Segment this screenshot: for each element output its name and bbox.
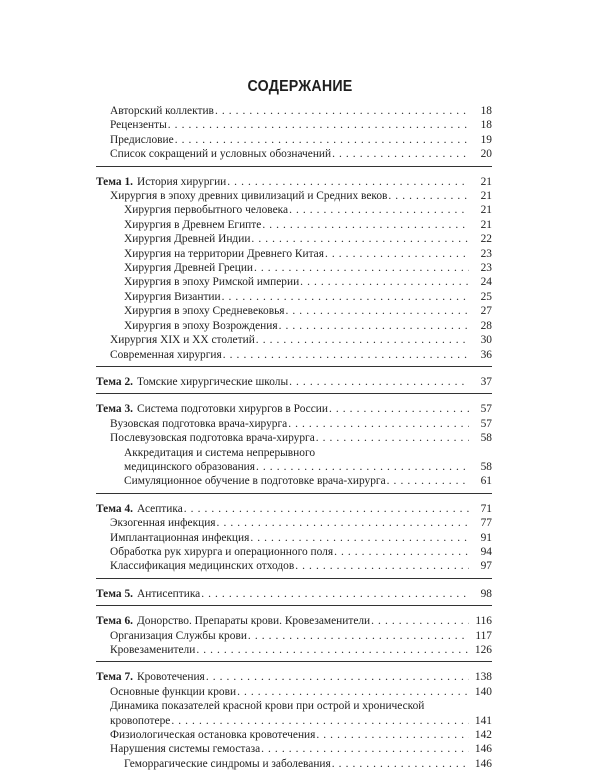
dot-leader [334, 545, 469, 559]
page-number: 61 [480, 475, 492, 488]
page-number: 21 [480, 190, 492, 203]
toc-entry [96, 247, 492, 261]
toc-topic-group [96, 587, 492, 606]
page-number: 28 [480, 319, 492, 332]
toc-entry [96, 203, 492, 217]
toc-entry-title: Кровотечения [137, 671, 205, 684]
toc-entry [96, 104, 492, 118]
page-number: 142 [474, 729, 492, 742]
dot-leader [175, 133, 469, 147]
page-number: 140 [474, 685, 492, 698]
toc-entry [96, 699, 492, 713]
page-number: 116 [475, 615, 492, 628]
dot-leader [388, 189, 469, 203]
page-number: 57 [480, 417, 492, 430]
topic-number: Тема 3. [96, 403, 133, 416]
dot-leader [387, 474, 469, 488]
toc-entry [96, 333, 492, 347]
toc-entry-title: Антисептика [137, 587, 201, 600]
toc-entry-title: Система подготовки хирургов в России [137, 403, 328, 416]
page-number: 91 [480, 531, 492, 544]
table-of-contents [96, 104, 492, 783]
toc-topic-entry [96, 375, 492, 389]
page-number: 94 [480, 545, 492, 558]
toc-entry [96, 559, 492, 573]
toc-entry [96, 118, 492, 132]
dot-leader [256, 333, 469, 347]
toc-entry [96, 757, 492, 771]
toc-entry [96, 545, 492, 559]
toc-entry-title: Аккредитация и система непрерывного [124, 446, 316, 459]
page-number: 126 [474, 644, 492, 656]
toc-entry [96, 417, 492, 431]
page-number: 98 [480, 587, 492, 600]
toc-entry-title: Симуляционное обучение в подготовке врача-хирурга [124, 475, 386, 488]
toc-entry [96, 531, 492, 545]
toc-topic-group [96, 670, 492, 775]
toc-entry [96, 275, 492, 289]
toc-entry [96, 189, 492, 203]
toc-topic-entry [96, 587, 492, 601]
page-number: 25 [480, 290, 492, 303]
toc-entry [96, 232, 492, 246]
dot-leader [168, 118, 469, 132]
toc-topic-group [96, 614, 492, 662]
toc-entry-title: Хирургия на территории Древнего Китая [124, 247, 324, 260]
dot-leader [300, 275, 469, 289]
dot-leader [206, 670, 469, 684]
toc-entry-title: История хирургии [137, 175, 227, 188]
toc-entry [96, 446, 492, 460]
front-matter [96, 104, 492, 167]
dot-leader [222, 290, 469, 304]
toc-entry-title: медицинского образования [124, 460, 256, 473]
toc-entry [96, 261, 492, 275]
page-number: 57 [480, 403, 492, 416]
toc-entry [96, 728, 492, 742]
page-number: 21 [480, 175, 492, 188]
page-number: 30 [480, 334, 492, 347]
page-number: 58 [480, 460, 492, 473]
toc-topic-group [96, 402, 492, 493]
page-number: 36 [480, 348, 492, 361]
toc-entry-title: Хирургия в эпоху Римской империи [124, 276, 300, 289]
toc-entry-title: Авторский коллектив [110, 105, 214, 117]
toc-entry-title: Хирургия первобытного человека [124, 204, 289, 217]
toc-entry-title: Хирургия XIX и XX столетий [110, 334, 255, 347]
toc-entry-title: Хирургия в Древнем Египте [124, 218, 262, 231]
dot-leader [289, 375, 469, 389]
page-number: 97 [480, 560, 492, 573]
toc-entry [96, 474, 492, 488]
toc-entry-title: Обработка рук хирурга и операционного поля [110, 545, 334, 558]
page-number: 71 [480, 502, 492, 515]
toc-entry [96, 147, 492, 161]
toc-entry-title: Основные функции крови [110, 685, 237, 698]
page-number: 23 [480, 247, 492, 260]
page-number: 37 [480, 375, 492, 388]
dot-leader [171, 714, 469, 728]
dot-leader [316, 728, 469, 742]
topic-number: Тема 1. [96, 175, 133, 188]
toc-entry-title: Хирургия Византии [124, 290, 221, 303]
toc-entry [96, 685, 492, 699]
page-number: 58 [480, 432, 492, 445]
page-title: СОДЕРЖАНИЕ [247, 78, 353, 95]
dot-leader [251, 232, 469, 246]
dot-leader [215, 104, 469, 118]
toc-topic-entry [96, 502, 492, 516]
toc-entry [96, 304, 492, 318]
page-number: 18 [480, 119, 492, 132]
toc-entry-title: Классификация медицинских отходов [110, 560, 295, 573]
page-number: 146 [474, 743, 492, 756]
toc-topic-group [96, 502, 492, 579]
toc-entry-title: Нарушения системы гемостаза [110, 743, 261, 756]
dot-leader [325, 247, 469, 261]
toc-entry [96, 643, 492, 657]
page-number: 117 [475, 629, 492, 642]
page-number: 21 [480, 218, 492, 231]
toc-topic-group [96, 175, 492, 367]
toc-entry-title: Хирургия Древней Индии [124, 233, 251, 246]
page-number: 18 [480, 105, 492, 117]
toc-entry-title: Хирургия в эпоху древних цивилизаций и Средних веков [110, 190, 388, 203]
toc-entry-title: Томские хирургические школы [137, 375, 289, 388]
dot-leader [250, 531, 469, 545]
page-number: 21 [480, 204, 492, 217]
dot-leader [332, 757, 469, 771]
page-number: 141 [474, 714, 492, 727]
topic-number: Тема 6. [96, 615, 133, 628]
toc-entry-title: Современная хирургия [110, 348, 222, 361]
topic-number: Тема 7. [96, 671, 133, 684]
toc-topic-entry [96, 614, 492, 628]
toc-entry-title: Вузовская подготовка врача-хирурга [110, 417, 288, 430]
toc-entry [96, 218, 492, 232]
dot-leader [184, 502, 469, 516]
dot-leader [262, 218, 469, 232]
dot-leader [332, 147, 469, 161]
dot-leader [286, 304, 469, 318]
page-number: 20 [480, 148, 492, 161]
toc-entry [96, 629, 492, 643]
page-number: 23 [480, 262, 492, 275]
toc-entry-title: Динамика показателей красной крови при острой и хронической [110, 700, 425, 713]
toc-entry-title: Организация Службы крови [110, 629, 247, 642]
toc-entry-title: Хирургия в эпоху Средневековья [124, 305, 285, 318]
page-number: 19 [480, 133, 492, 146]
page-number: 22 [480, 233, 492, 246]
page-number: 27 [480, 305, 492, 318]
topic-number: Тема 2. [96, 375, 133, 388]
toc-entry-title: Донорство. Препараты крови. Кровезаменители [137, 615, 371, 628]
toc-entry-title: Предисловие [110, 133, 174, 146]
toc-topic-entry [96, 402, 492, 416]
page-number: 138 [474, 671, 492, 684]
page-number: 24 [480, 276, 492, 289]
toc-entry-title: Экзогенная инфекция [110, 517, 216, 530]
toc-entry [96, 431, 492, 445]
toc-entry-title: Геморрагические синдромы и заболевания [124, 757, 331, 770]
dot-leader [237, 685, 469, 699]
toc-entry-title: Кровезаменители [110, 644, 196, 656]
dot-leader [217, 516, 469, 530]
toc-entry [96, 133, 492, 147]
dot-leader [295, 559, 469, 573]
dot-leader [254, 261, 469, 275]
toc-entry [96, 460, 492, 474]
toc-entry-title: Физиологическая остановка кровотечения [110, 729, 316, 742]
toc-entry [96, 516, 492, 530]
toc-entry-title: Хирургия в эпоху Возрождения [124, 319, 278, 332]
dot-leader [329, 402, 469, 416]
dot-leader [289, 203, 469, 217]
toc-topic-entry [96, 175, 492, 189]
dot-leader [201, 587, 469, 601]
toc-entry-title: Рецензенты [110, 119, 167, 132]
dot-leader [288, 417, 469, 431]
toc-entry-title: кровопотере [110, 714, 171, 727]
toc-entry [96, 319, 492, 333]
dot-leader [223, 348, 469, 362]
page-number: 146 [474, 757, 492, 770]
toc-entry [96, 348, 492, 362]
toc-topic-group [96, 375, 492, 394]
topic-number: Тема 4. [96, 502, 133, 515]
toc-entry-title: Имплантационная инфекция [110, 531, 250, 544]
toc-entry [96, 714, 492, 728]
dot-leader [196, 643, 469, 657]
dot-leader [227, 175, 469, 189]
dot-leader [256, 460, 469, 474]
toc-entry-title: Хирургия Древней Греции [124, 262, 254, 275]
toc-entry-title: Список сокращений и условных обозначений [110, 148, 332, 161]
toc-entry-title: Послевузовская подготовка врача-хирурга [110, 432, 315, 445]
toc-topic-entry [96, 670, 492, 684]
dot-leader [248, 629, 469, 643]
topic-number: Тема 5. [96, 587, 133, 600]
toc-entry-title: Асептика [137, 502, 183, 515]
dot-leader [371, 614, 469, 628]
page-number: 77 [480, 517, 492, 530]
dot-leader [279, 319, 469, 333]
toc-entry [96, 290, 492, 304]
dot-leader [316, 431, 469, 445]
